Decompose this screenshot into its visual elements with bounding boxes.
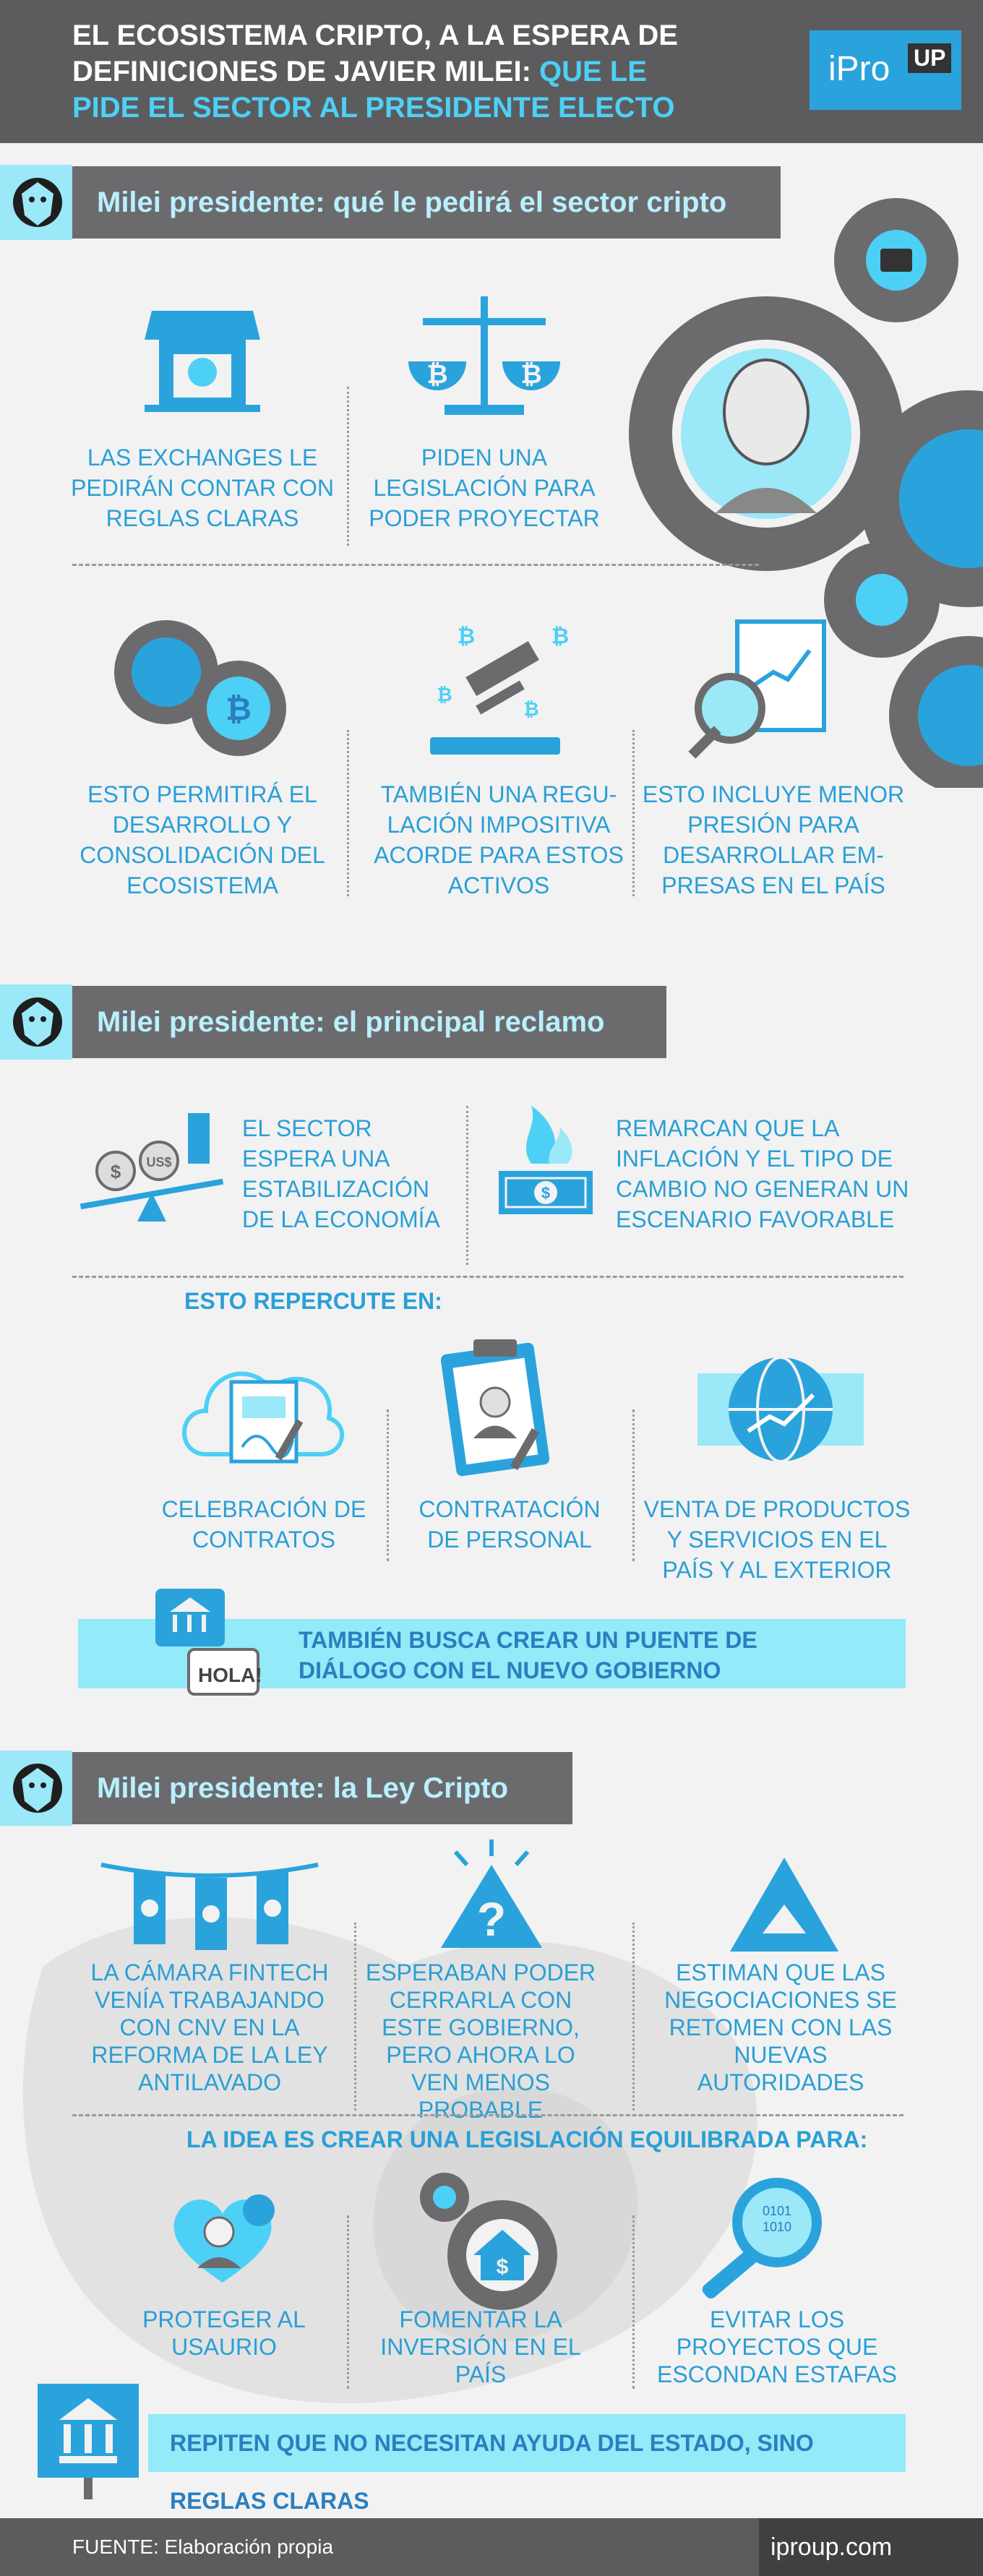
- cloud-contract-icon: [170, 1346, 351, 1476]
- svg-text:?: ?: [476, 1892, 507, 1946]
- page-title: EL ECOSISTEMA CRIPTO, A LA ESPERA DE DEFINICIONES DE JAVIER MILEI: QUE LE PIDE EL SECTOR AL PRESIDENTE ELECTO: [72, 20, 678, 124]
- divider: [632, 1923, 635, 2111]
- triangle-handshake-icon: [726, 1854, 842, 1955]
- svg-text:US$: US$: [146, 1155, 172, 1169]
- svg-text:₿: ₿: [457, 624, 476, 648]
- section2-effect-1: CELEBRACIÓN DE CONTRATOS: [161, 1496, 366, 1553]
- magnifier-chart-icon: [679, 614, 831, 766]
- logo-badge: UP: [908, 43, 951, 73]
- divider: [354, 1923, 356, 2111]
- section3-banner: [148, 2414, 906, 2514]
- divider: [347, 2215, 349, 2389]
- divider: [72, 2114, 903, 2116]
- divider: [632, 730, 635, 896]
- lion-icon: [0, 984, 72, 1060]
- section1-title: Milei presidente: qué le pedirá el sector cripto: [72, 166, 781, 239]
- footer-bar: [0, 2518, 983, 2576]
- section3-goal-2: FOMENTAR LA INVERSIÓN EN EL PAÍS: [380, 2306, 581, 2387]
- footer-source: FUENTE: Elaboración propia: [72, 2536, 334, 2558]
- divider: [72, 1276, 903, 1278]
- section3-title: Milei presidente: la Ley Cripto: [72, 1752, 572, 1824]
- section1-item-5: ESTO INCLUYE MENOR PRESIÓN PARA DESARROLLAR EM- PRESAS EN EL PAÍS: [642, 781, 905, 898]
- header-bar: [0, 0, 983, 143]
- bank-sign-icon: [30, 2369, 146, 2499]
- footer-url-link[interactable]: iproup.com: [759, 2518, 983, 2576]
- section2-effect-2: CONTRATACIÓN DE PERSONAL: [418, 1496, 601, 1553]
- magnifier-binary-icon: [690, 2172, 835, 2309]
- globe-money-icon: [690, 1352, 871, 1467]
- logo-text: iPro: [828, 50, 890, 88]
- gear-house-money-icon: [408, 2168, 560, 2313]
- divider: [387, 1409, 389, 1561]
- burning-money-icon: [495, 1099, 596, 1222]
- svg-text:₿: ₿: [551, 624, 570, 648]
- svg-text:0101: 0101: [762, 2204, 792, 2218]
- divider: [632, 1409, 635, 1561]
- svg-text:₿: ₿: [523, 698, 539, 720]
- warning-question-icon: [434, 1836, 549, 1952]
- section1-item-1: LAS EXCHANGES LE PEDIRÁN CONTAR CON REGLAS CLARAS: [71, 445, 334, 531]
- section2-banner-text: TAMBIÉN BUSCA CREAR UN PUENTE DE DIÁLOGO CON EL NUEVO GOBIERNO: [299, 1627, 757, 1683]
- section3-goal-1: PROTEGER AL USAURIO: [142, 2306, 306, 2360]
- section1-item-2: PIDEN UNA LEGISLACIÓN PARA PODER PROYECTAR: [369, 445, 600, 531]
- divider: [347, 387, 349, 546]
- svg-text:₿: ₿: [226, 692, 252, 727]
- laundry-bills-icon: [98, 1850, 322, 1959]
- section3-subhead: LA IDEA ES CREAR UNA LEGISLACIÓN EQUILIBRADA PARA:: [186, 2126, 868, 2152]
- gears-bitcoin-icon: [108, 614, 289, 759]
- section1-item-4: TAMBIÉN UNA REGU- LACIÓN IMPOSITIVA ACORDE PARA ESTOS ACTIVOS: [374, 781, 624, 898]
- lion-icon: [0, 1751, 72, 1826]
- section1-item-3: ESTO PERMITIRÁ EL DESARROLLO Y CONSOLIDACIÓN DEL ECOSISTEMA: [80, 781, 325, 898]
- section3-item-3: ESTIMAN QUE LAS NEGOCIACIONES SE RETOMEN CON LAS NUEVAS AUTORIDADES: [664, 1959, 897, 2095]
- svg-text:₿: ₿: [520, 359, 542, 389]
- divider: [72, 564, 759, 566]
- svg-text:$: $: [110, 1161, 121, 1182]
- svg-text:₿: ₿: [426, 359, 448, 389]
- section3-item-1: LA CÁMARA FINTECH VENÍA TRABAJANDO CON CNV EN LA REFORMA DE LA LEY ANTILAVADO: [90, 1959, 329, 2095]
- exchange-shop-icon: [137, 289, 267, 419]
- bitcoin-scale-icon: [401, 289, 567, 419]
- iproup-logo[interactable]: [810, 30, 961, 110]
- heart-user-icon: [165, 2189, 280, 2290]
- section3-goal-3: EVITAR LOS PROYECTOS QUE ESCONDAN ESTAFAS: [657, 2306, 897, 2387]
- section2-title: Milei presidente: el principal reclamo: [72, 986, 666, 1058]
- hola-bubble-text: HOLA!: [198, 1664, 262, 1686]
- section2-subhead: ESTO REPERCUTE EN:: [184, 1288, 442, 1314]
- svg-text:$: $: [541, 1184, 551, 1202]
- bank-speech-icon: [148, 1583, 264, 1706]
- divider: [466, 1106, 468, 1265]
- divider: [632, 2215, 635, 2389]
- clipboard-person-icon: [434, 1334, 564, 1478]
- section2-item-2: REMARCAN QUE LA INFLACIÓN Y EL TIPO DE CAMBIO NO GENERAN UN ESCENARIO FAVORABLE: [616, 1115, 909, 1232]
- divider: [347, 730, 349, 896]
- svg-text:$: $: [496, 2255, 509, 2279]
- coin-seesaw-icon: [80, 1106, 231, 1222]
- section2-item-1: EL SECTOR ESPERA UNA ESTABILIZACIÓN DE LA ECONOMÍA: [242, 1115, 440, 1232]
- svg-text:₿: ₿: [437, 684, 452, 705]
- section2-effect-3: VENTA DE PRODUCTOS Y SERVICIOS EN EL PAÍS Y AL EXTERIOR: [643, 1496, 911, 1583]
- section3-banner-text: REPITEN QUE NO NECESITAN AYUDA DEL ESTADO, SINO REGLAS CLARAS: [170, 2430, 814, 2514]
- svg-text:1010: 1010: [762, 2220, 792, 2234]
- section3-item-2: ESPERABAN PODER CERRARLA CON ESTE GOBIERNO, PERO AHORA LO VEN MENOS PROBABLE: [365, 1959, 596, 2123]
- gavel-bitcoin-icon: [423, 614, 582, 766]
- lion-icon: [0, 165, 72, 240]
